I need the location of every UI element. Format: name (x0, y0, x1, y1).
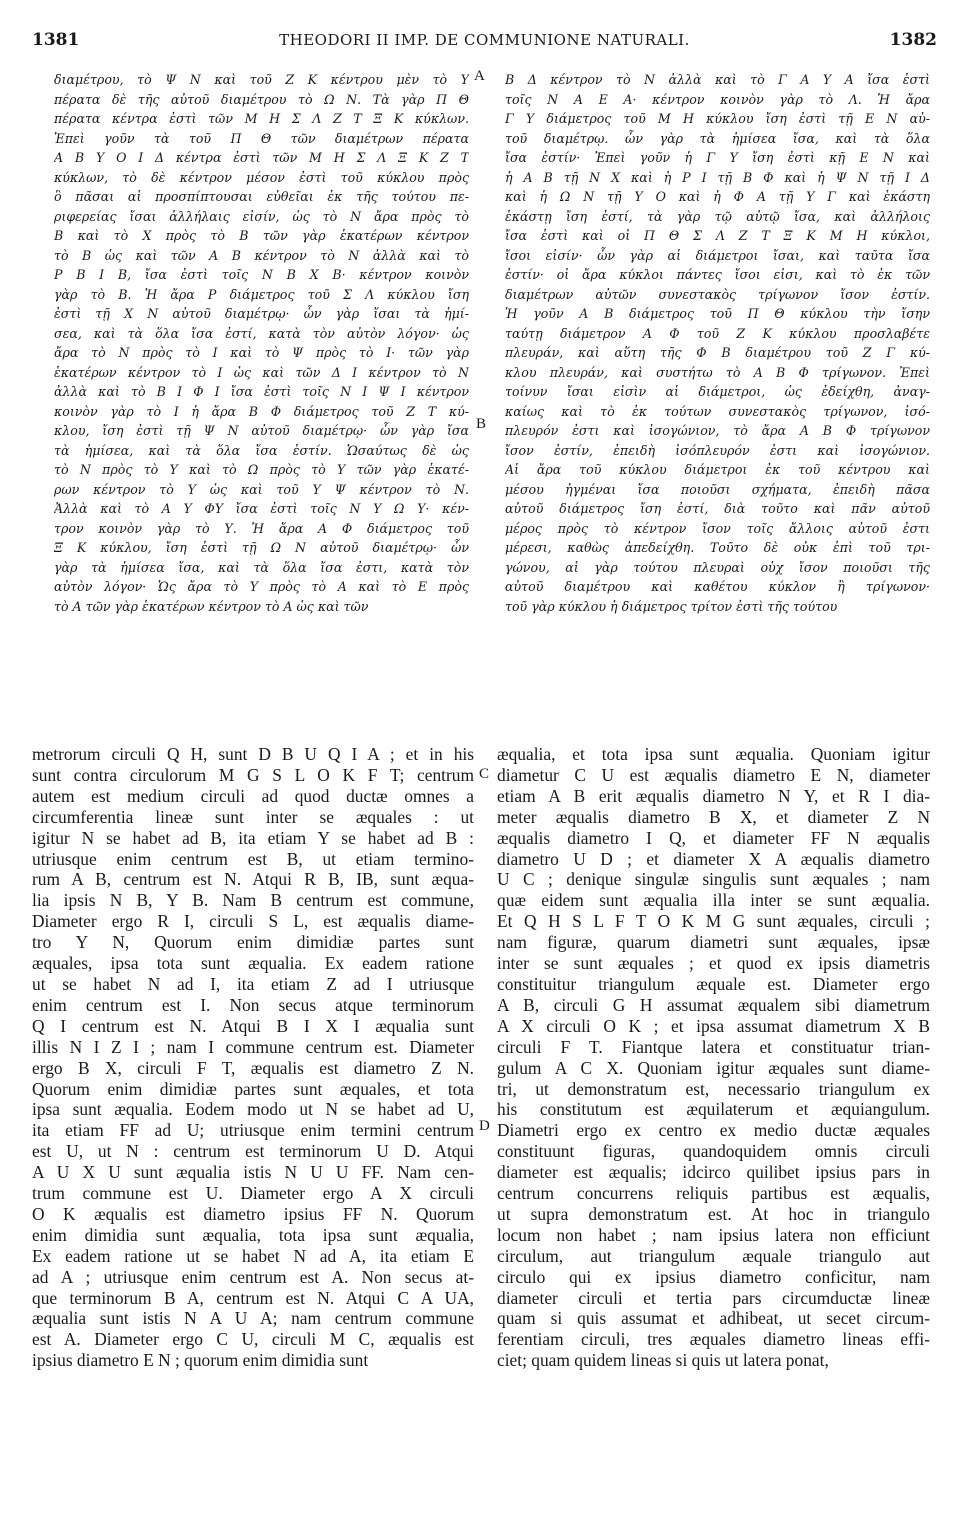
text-line: τὸ Α τῶν γὰρ ἑκατέρων κέντρον τὸ Α ὡς καὶ τῶν (54, 598, 369, 614)
text-line: ad A ; utriusque enim centrum est A. Non secus at- (32, 1266, 474, 1287)
greek-column-right (505, 70, 930, 616)
text-line: ut supra demonstratum est. At hoc in triangulo (497, 1203, 930, 1224)
text-line: αὐτὸν λόγον· Ὡς ἄρα τὸ Υ πρὸς τὸ Α καὶ τὸ Ε πρὸς (54, 579, 469, 594)
text-line: tri, ut demonstratum est, necessario triangulum ex (497, 1078, 930, 1099)
text-line: κλου πλευράν, καὶ συστήτω τὸ Α Β Φ τρίγωνον. Ἐπεὶ (505, 364, 930, 380)
text-line: ergo B X, circuli F T, æqualis est diametro Z N. (32, 1057, 474, 1078)
text-line: diameter circuli et tertia pars circumductæ lineæ (497, 1287, 930, 1308)
text-line: ut se habet N ad I, ita etiam Z ad I utriusque (32, 973, 474, 994)
text-line: κλου, ἴση ἐστὶ τῇ Ψ Ν αὐτοῦ διαμέτρῳ· ὧν γὰρ ἴσα (54, 423, 469, 438)
text-line: Diameter ergo R I, circuli S L, est æqualis diame- (32, 911, 474, 932)
text-line: O K æqualis est diametro ipsius FF N. Quorum (32, 1203, 474, 1224)
text-line: Ἐπεὶ γοῦν τὰ τοῦ Π Θ τῶν διαμέτρων πέρατα (54, 130, 469, 146)
text-line: διαμέτρου, τὸ Ψ Ν καὶ τοῦ Ζ Κ κέντρου μὲν τὸ Υ (54, 72, 469, 87)
text-line: ἐστίν· οἱ ἄρα κύκλοι πάντες ἴσοι εἰσι, καὶ τὸ ἐκ τῶν (505, 267, 930, 282)
text-line: quam si quis assumat et adhibeat, ut secet circum- (497, 1308, 930, 1329)
text-line: etiam A B erit æqualis diametro N Y, et R I dia- (497, 785, 930, 806)
text-line: gulum A C X. Quoniam igitur æquales sunt diame- (497, 1057, 930, 1078)
text-line: enim dimidia sunt æqualia, tota ipsa sunt æqualia, (32, 1224, 474, 1245)
text-line: Β καὶ τὸ Χ πρὸς τὸ Β τῶν γὰρ ἑκατέρων κέντρον (54, 228, 469, 243)
text-line: κοινὸν γὰρ τὸ Ι ἡ ἄρα Β Φ διάμετρος τοῦ Ζ Τ κύ- (54, 403, 469, 419)
text-line: A U X U sunt æqualia istis N U U FF. Nam cen- (32, 1162, 474, 1183)
page-header (32, 30, 937, 54)
text-line: constituitur triangulum æquale est. Diameter ergo (497, 973, 930, 994)
text-line: his constitutum est æquilaterum et æquiangulum. (497, 1099, 930, 1120)
text-line: A B, circuli G H assumat æqualem sibi diametrum (497, 994, 930, 1015)
text-line: ferentiam circuli, tres æquales diametro lineas effi- (497, 1329, 930, 1350)
text-line: A X circuli O K ; et ipsa assumat diametrum X B (497, 1015, 930, 1036)
text-line: Quorum enim dimidiæ partes sunt æquales, et tota (32, 1078, 474, 1099)
text-line: ἄρα τὸ Ν πρὸς τὸ Ι καὶ τὸ Ψ πρὸς τὸ Ι· τῶν γὰρ (54, 345, 469, 360)
text-line: καὶ ἡ Ω Ν τῇ Υ Ο καὶ ἡ Φ Α τῇ Υ Γ καὶ ἑκάστη (505, 189, 930, 204)
text-line: ρων κέντρον τὸ Υ ὡς καὶ τοῦ Υ Ψ κέντρον τὸ Ν. (54, 481, 469, 497)
text-line: Et Q H S L F T O K M G sunt æquales, circuli ; (497, 911, 930, 932)
text-line: illis N I Z I ; nam I commune centrum est. Diameter (32, 1036, 474, 1057)
text-line: καίως καὶ τὸ ἐκ τούτων συνεστακὸς τρίγωνον, ἰσό- (505, 403, 930, 419)
text-line: τοῦ γὰρ κύκλου ἡ διάμετρος τρίτον ἐστὶ τῆς τούτου (505, 598, 838, 614)
text-line: diametur C U est æqualis diametro E N, diameter (497, 764, 930, 785)
text-line: πλευράν, καὶ αὕτη τῆς Φ Β διαμέτρου τοῦ Ζ Γ κύ- (505, 345, 930, 360)
running-title: THEODORI II IMP. DE COMMUNIONE NATURALI. (279, 31, 690, 49)
text-line: æquales, ipsa tota sunt æqualia. Ex eadem ratione (32, 953, 474, 974)
text-line: σεα, καὶ τὰ ὅλα ἴσα ἐστί, κατὰ τὸν αὐτὸν λόγον· ὡς (54, 325, 469, 341)
text-line: ριφερείας ἴσαι ἀλλήλαις εἰσίν, ὡς τὸ Ν ἄρα πρὸς τὸ (54, 208, 469, 224)
text-line: trum commune est U. Diameter ergo A X circuli (32, 1183, 474, 1204)
text-line: τοῦ διαμέτρῳ. ὧν γὰρ τὰ ἡμίσεα ἴσα, καὶ τὰ ὅλα (505, 130, 930, 146)
text-line: locum non habet ; nam ipsius latera non efficiunt (497, 1224, 930, 1245)
margin-letter-d: D (479, 1118, 490, 1134)
text-line: ἴσον ἐστίν, ἐπειδὴ ἰσόπλευρόν ἐστι καὶ ἰσογώνιον. (505, 442, 930, 458)
greek-column-left (54, 70, 469, 616)
text-line: æqualia, et tota ipsa sunt æqualia. Quoniam igitur (497, 744, 930, 764)
text-line: Β Δ κέντρον τὸ Ν ἀλλὰ καὶ τὸ Γ Α Υ Α ἴσα ἐστὶ (505, 72, 930, 87)
margin-letter-c: C (479, 766, 490, 782)
text-line: quæ eidem sunt æqualia illa inter se sunt æqualia. (497, 890, 930, 911)
text-line: æqualia sunt istis N A U A; nam centrum commune (32, 1308, 474, 1329)
text-line: τοίνυν ἴσαι εἰσὶν αἱ διάμετροι, ὡς ἐδείχθη, ἀναγ- (505, 384, 930, 399)
text-line: ἡ Α Β τῇ Ν Χ καὶ ἡ Ρ Ι τῇ Β Φ καὶ ἡ Ψ Ν τῇ Ι Δ (505, 169, 930, 185)
text-line: ἑκατέρων κέντρον τὸ Ι ὡς καὶ τῶν Δ Ι κέντρον τὸ Ν (54, 364, 469, 380)
text-line: ταύτῃ διάμετρον Α Φ τοῦ Ζ Κ κύκλου προσλαβέτε (505, 325, 930, 341)
text-line: metrorum circuli Q H, sunt D B U Q I A ; et in his (32, 744, 474, 764)
text-line: igitur N se habet ad B, ita etiam Y se habet ad B : (32, 827, 474, 848)
text-line: Ἡ γοῦν Α Β διάμετρος τοῦ Π Θ κύκλου τὴν ἴσην (505, 306, 930, 321)
text-line: constituunt figuras, quandoquidem omnis circuli (497, 1141, 930, 1162)
text-line: Q I centrum est N. Atqui B I X I æqualia sunt (32, 1015, 474, 1036)
page-number-left: 1381 (32, 30, 80, 50)
text-line: τὸ Ν πρὸς τὸ Υ καὶ τὸ Ω πρὸς τὸ Υ τῶν γὰρ ἑκατέ- (54, 462, 469, 477)
text-line: inter se sunt æquales ; et quod ex ipsis diametris (497, 953, 930, 974)
text-line: que terminorum B A, centrum est N. Atqui C A UA, (32, 1287, 474, 1308)
text-line: diameter est æqualis; idcirco quilibet ipsius pars in (497, 1162, 930, 1183)
text-line: nam figuræ, quarum diametri sunt æquales, ipsæ (497, 932, 930, 953)
latin-column-left (32, 744, 474, 1371)
text-line: ita etiam FF ad U; utriusque enim termini centrum (32, 1120, 474, 1141)
text-line: ἴσα ἐστίν· Ἐπεὶ γοῦν ἡ Γ Υ ἴση ἐστὶ κῇ Ε Ν καὶ (505, 150, 930, 165)
text-line: ἑκάστῃ ἴση ἐστί, τὰ γὰρ τῷ αὐτῷ ἴσα, καὶ ἀλλήλοις (505, 208, 930, 224)
text-line: rum A B, centrum est N. Atqui R B, IB, sunt æqua- (32, 869, 474, 890)
text-line: αὐτοῦ διάμετρος ἴση ἐστί, διὰ τοῦτο καὶ πᾶν αὐτοῦ (505, 501, 930, 516)
text-line: tro Y N, Quorum enim dimidiæ partes sunt (32, 932, 474, 953)
text-line: πλευρόν ἐστι καὶ ἰσογώνιον, τὸ ἄρα Α Β Φ τρίγωνον (505, 423, 930, 438)
text-line: æqualis diametro I Q, et diameter FF N æqualis (497, 827, 930, 848)
text-line: ὃ πᾶσαι αἱ προσπίπτουσαι εὐθεῖαι ἐκ τῆς τούτου πε- (54, 189, 469, 204)
text-line: Ρ Β Ι Β, ἴσα ἐστὶ τοῖς Ν Β Χ Β· κέντρον κοινὸν (54, 267, 469, 282)
text-line: lia ipsis N B, Y B. Nam B centrum est commune, (32, 890, 474, 911)
text-line: enim centrum est I. Non secus atque terminorum (32, 994, 474, 1015)
text-line: Diametri ergo ex centro ex medio ductæ æquales (497, 1120, 930, 1141)
text-line: ἴσα ἐστὶ καὶ οἱ Π Θ Σ Λ Ζ Τ Ξ Κ Μ Η κύκλοι, (505, 228, 930, 243)
text-line: πέρατα κέντρα ἐστὶ τῶν Μ Η Σ Λ Ζ Τ Ξ Κ κύκλων. (54, 111, 469, 126)
text-line: Ex eadem ratione ut se habet N ad A, ita etiam E (32, 1245, 474, 1266)
text-line: utriusque enim centrum est B, ut etiam termino- (32, 848, 474, 869)
text-line: ipsius diametro E N ; quorum enim dimidia sunt (32, 1350, 369, 1371)
text-line: ἐστὶ τῇ Χ Ν αὐτοῦ διαμέτρῳ· ὧν γὰρ ἴσαι τὰ ἡμί- (54, 306, 469, 321)
text-line: diametro U D ; et diameter X A æqualis diametro (497, 848, 930, 869)
text-line: τοῖς Ν Α Ε Α· κέντρον κοινὸν γὰρ τὸ Λ. Ἡ ἄρα (505, 91, 930, 107)
text-line: ἴσοι εἰσίν· ὧν γὰρ αἱ διάμετροι ἴσαι, καὶ ταῦτα ἴσα (505, 247, 930, 263)
text-line: U C ; denique singulæ singulis sunt æquales ; nam (497, 869, 930, 890)
text-line: αὐτοῦ διαμέτρου καὶ καθέτου κύκλον ἢ τρίγωνον· (505, 579, 930, 594)
text-line: μέρεσι, καθὼς ἀπεδείχθη. Τοῦτο δὲ οὐκ ἐπὶ τοῦ τρι- (505, 540, 930, 555)
margin-letter-b: B (476, 416, 487, 432)
text-line: μέσου ἠγμέναι ἴσα ποιοῦσι σχήματα, ἐπειδὴ πᾶσα (505, 481, 930, 497)
page-number-right: 1382 (889, 30, 937, 50)
text-line: διαμέτρων αὐτῶν συνεστακὸς τρίγωνον ἴσον ἐστίν. (505, 286, 930, 302)
text-line: μέρος πρὸς τὸ κέντρον ἴσον τοῖς ἄλλοις αὐτοῦ ἐστι (505, 520, 930, 536)
text-line: ipsa sunt æqualia. Eodem modo ut N se habet ad U, (32, 1099, 474, 1120)
text-line: meter æqualis diametro B X, et diameter Z N (497, 806, 930, 827)
text-line: centrum concurrens reliquis partibus est æqualis, (497, 1183, 930, 1204)
text-line: γώνου, αἱ γὰρ τούτου πλευραὶ οὐχ ἴσον ποιοῦσι τῆς (505, 559, 930, 575)
text-line: γὰρ τὰ ἡμίσεα ἴσα, καὶ τὰ ὅλα ἴσα ἐστι, κατὰ τὸν (54, 559, 469, 575)
latin-column-right (497, 744, 930, 1371)
text-line: sunt contra circulorum M G S L O K F T; centrum (32, 764, 474, 785)
text-line: circulum, aut triangulum æquale triangulo aut (497, 1245, 930, 1266)
text-line: est U, ut N : centrum est terminorum U D. Atqui (32, 1141, 474, 1162)
text-line: Αἱ ἄρα τοῦ κύκλου διάμετροι ἐκ τοῦ κέντρου καὶ (505, 462, 930, 477)
text-line: est A. Diameter ergo C U, circuli M C, æqualis est (32, 1329, 474, 1350)
text-line: autem est medium circuli ad quod ductæ omnes a (32, 785, 474, 806)
text-line: γὰρ τὸ Β. Ἡ ἄρα Ρ διάμετρος τοῦ Σ Λ κύκλου ἴση (54, 286, 469, 302)
text-line: πέρατα δὲ τῆς αὐτοῦ διαμέτρου τὸ Ω Ν. Τὰ γὰρ Π Θ (54, 91, 469, 107)
margin-letter-a: A (474, 68, 485, 84)
text-line: circumferentia lineæ sunt inter se æquales : ut (32, 806, 474, 827)
text-line: τὸ Β ὡς καὶ τῶν Α Β κέντρον τὸ Ν ἀλλὰ καὶ τὸ (54, 247, 469, 263)
text-line: Ξ Κ κύκλου, ἴση ἐστὶ τῇ Ω Ν αὐτοῦ διαμέτρῳ· ὧν (54, 540, 469, 555)
text-line: circuli F T. Fiantque latera et constituatur trian- (497, 1036, 930, 1057)
text-line: ἀλλὰ καὶ τὸ Β Ι Φ Ι ἴσα ἐστὶ τοῖς Ν Ι Ψ Ι κέντρον (54, 384, 469, 399)
text-line: Γ Υ διάμετρος τοῦ Μ Η κύκλου ἴση ἐστὶ τῇ Ε Ν αὐ- (505, 111, 930, 126)
text-line: Ἀλλὰ καὶ τὸ Α Υ ΦΥ ἴσα ἐστὶ τοῖς Ν Υ Ω Υ· κέν- (54, 501, 469, 516)
text-line: circulo qui ex ipsius diametro conficitur, nam (497, 1266, 930, 1287)
text-line: κύκλων, τὸ δὲ κέντρον μέσον ἐστὶ τοῦ κύκλου πρὸς (54, 169, 469, 185)
text-line: ciet; quam quidem lineas si quis ut latera ponat, (497, 1350, 829, 1371)
text-line: Α Β Υ Ο Ι Δ κέντρα ἐστὶ τῶν Μ Η Σ Λ Ξ Κ Ζ Τ (54, 150, 469, 165)
text-line: τὰ ἡμίσεα, καὶ τὰ ὅλα ἴσα ἐστίν. Ὡσαύτως δὲ ὡς (54, 442, 469, 458)
text-line: τρον κοινὸν γὰρ τὸ Υ. Ἡ ἄρα Α Φ διάμετρος τοῦ (54, 520, 469, 536)
